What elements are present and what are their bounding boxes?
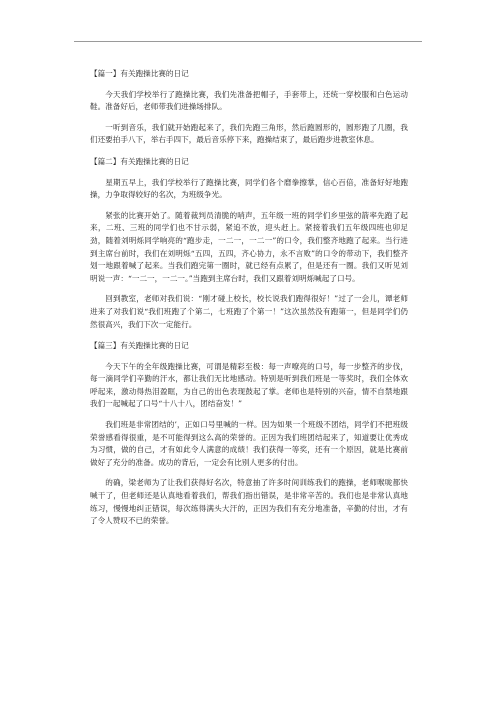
header-rule: [74, 41, 422, 42]
section-title: 【篇三】有关跑操比赛的日记: [90, 341, 189, 351]
section-1: [90, 68, 408, 147]
section-2: [90, 156, 408, 331]
paragraph: 紧张的比赛开始了。随着裁判员清脆的哨声，五年级一班的同学们乡里弦的箭率先跑了起来，二班、三班的同学们也不甘示弱，紧追不放，迎头赶上。紧接着我们五年级四班也卯足劲，随着刘明烁同学响亮的“跑步走，一二一，一二一”的口令，我们整齐地跑了起来。当行进到主席台前时，我们在刘明烁“五四，五四，齐心协力，永不言败”的口令的带动下，我们整齐划一地跟着喊了起来。当我们跑完第一圈时，就已经有点累了，但是还有一圈。我们又听见刘明说一声：“一二一，一二一。”当跑到主席台时，我们又跟着刘明烁喊起了口号。: [90, 210, 408, 283]
paragraph: 星期五早上，我们学校举行了跑操比赛，同学们各个磨拳擦掌，信心百倍，准备好好地跑操，力争取得较好的名次，为班级争光。: [90, 177, 408, 200]
section-title: 【篇一】有关跑操比赛的日记: [90, 69, 189, 78]
section-title: 【篇二】有关跑操比赛的日记: [90, 156, 189, 166]
paragraph: 回到教室，老师对我们说：“刚才碰上校长，校长说我们跑得很好！”过了一会儿，谭老师进来了对我们说“我们班跑了个第二，七班跑了个第一！”这次虽然没有跑第一，但是同学们仍然很高兴，我们下次一定能行。: [90, 294, 408, 329]
paragraph: 今天下午的全年级跑操比赛，可谓是精彩至极：每一声嘹亮的口号，每一步整齐的步伐，每一滴同学们辛勤的汗水，都让我们无比地感动。特别是听到我们班是一等奖时，我们全体欢呼起来，激动得热泪盈眶，为自己的出色表现鼓起了掌。老师也是特别的兴奋，情不自禁地跟我们一起喊起了口号“十八十八，团结奋发！”: [90, 361, 408, 409]
paragraph: 的确，梁老师为了让我们获得好名次，特意抽了许多时间训练我们的跑操，老师喉咙都快喊干了，但老师还是认真地看着我们，帮我们指出错误，是非常辛苦的。我们也是非常认真地练习，慢慢地纠正错误，每次练得满头大汗的，正因为我们有充分地准备，辛勤的付出，才有了令人赞叹不已的荣誉。: [90, 478, 408, 526]
section-3: [90, 340, 408, 528]
paragraph: 一听到音乐，我们就开始跑起来了，我们先跑三角形，然后跑圆形的，圆形跑了几圈，我们还要拍手八下，举右手四下，最后音乐停下来，跑操结束了，最后跑步进教室休息。: [90, 122, 408, 145]
paragraph: 今天我们学校举行了跑操比赛，我们先准备把帽子，手套带上，还统一穿校服和白色运动鞋。准备好后，老师带我们进操场排队。: [90, 89, 408, 112]
paragraph: 我们班是非常团结的’，正如口号里喊的一样。因为如果一个班级不团结，同学们不把班级荣誉感看得很重，是不可能得到这么高的荣誉的。正因为我们班团结起来了，知道要让优秀成为习惯，做的自己，才有如此令人满意的成绩！我们获得一等奖，还有一个原因，就是比赛前做好了充分的准备。成功的背后，一定会有比别人更多的付出。: [90, 420, 408, 467]
document-body: [90, 68, 408, 537]
